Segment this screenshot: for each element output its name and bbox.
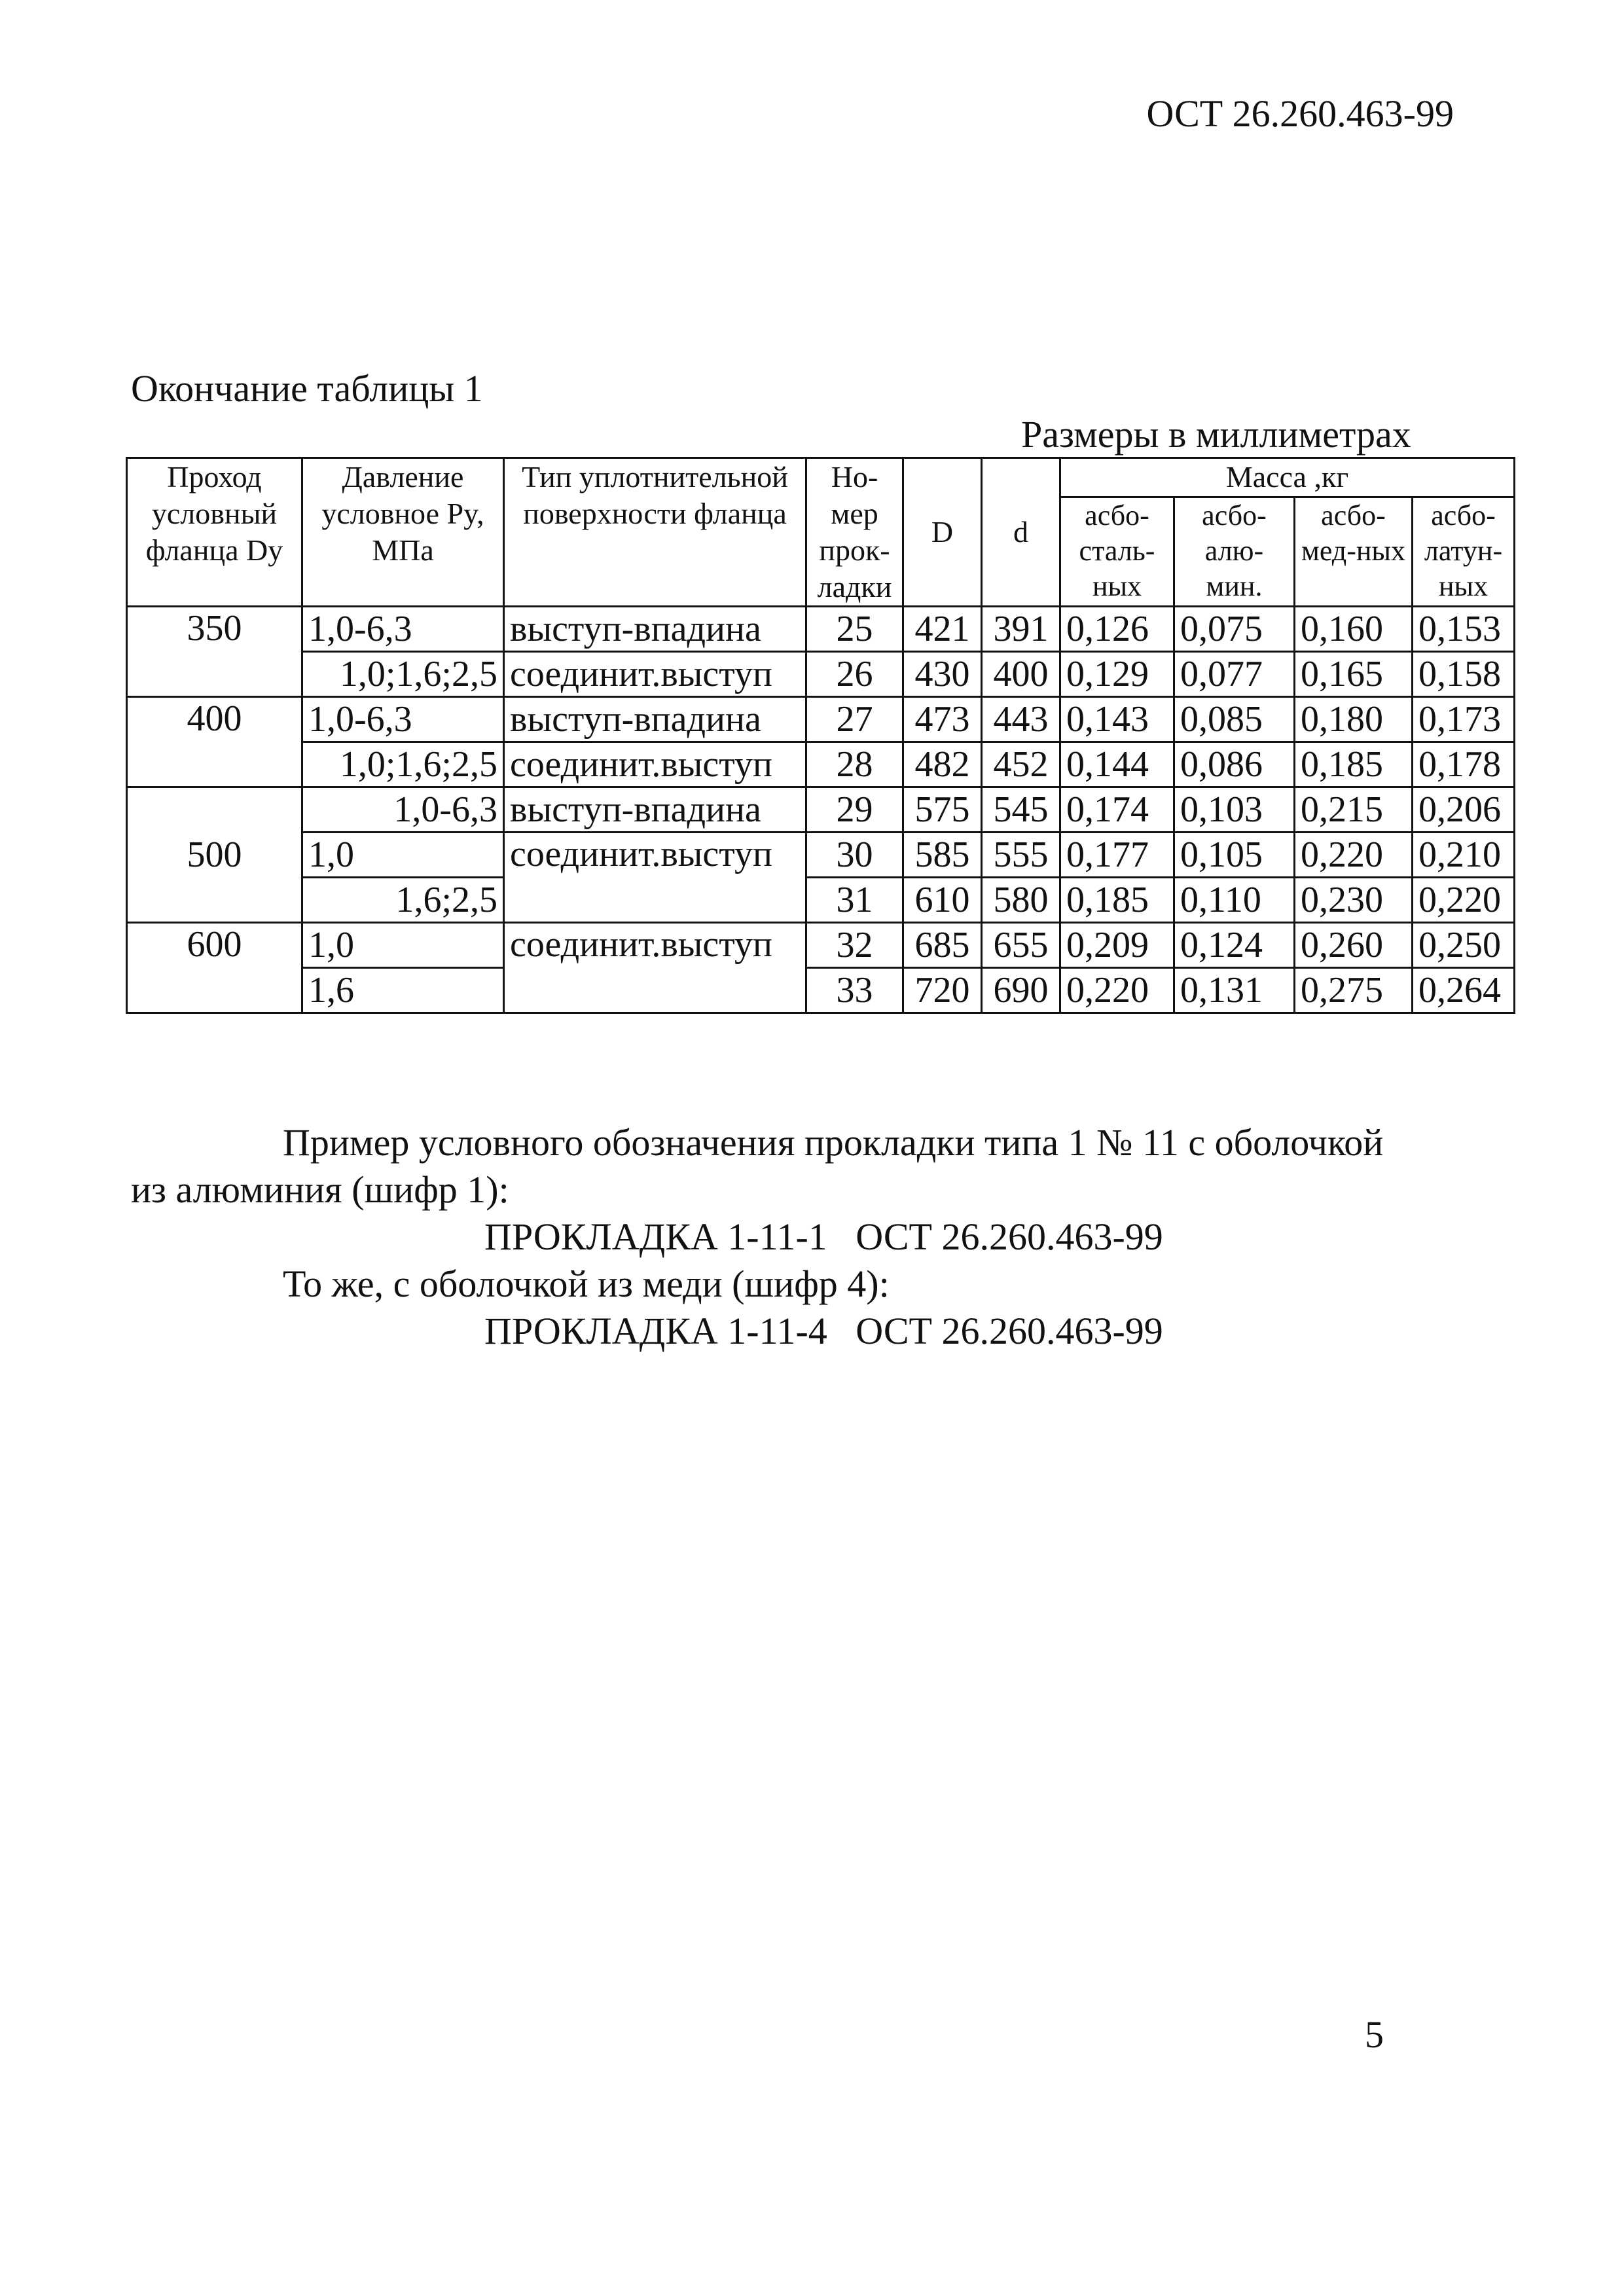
cell-mass-asbocopper: 0,230 bbox=[1295, 878, 1413, 923]
gasket-table bbox=[126, 457, 1515, 1014]
table-row bbox=[127, 787, 1515, 833]
cell-mass-asbocopper: 0,180 bbox=[1295, 697, 1413, 742]
cell-py: 1,6;2,5 bbox=[302, 878, 504, 923]
cell-d: 580 bbox=[982, 878, 1060, 923]
example-intro-continued: из алюминия (шифр 1): bbox=[131, 1168, 509, 1211]
cell-mass-asbocopper: 0,260 bbox=[1295, 923, 1413, 968]
cell-mass-asboaluminium: 0,103 bbox=[1174, 787, 1295, 833]
cell-dy: 600 bbox=[127, 923, 302, 1013]
cell-number: 28 bbox=[806, 742, 903, 787]
table-row bbox=[127, 833, 1515, 878]
cell-d: 690 bbox=[982, 968, 1060, 1013]
header-outer-diameter: D bbox=[903, 458, 982, 607]
cell-py: 1,0 bbox=[302, 833, 504, 878]
cell-number: 32 bbox=[806, 923, 903, 968]
cell-mass-asboaluminium: 0,131 bbox=[1174, 968, 1295, 1013]
cell-surface: выступ-впадина bbox=[504, 787, 806, 833]
cell-number: 30 bbox=[806, 833, 903, 878]
header-inner-diameter: d bbox=[982, 458, 1060, 607]
cell-mass-asbosteel: 0,144 bbox=[1060, 742, 1174, 787]
cell-py: 1,0-6,3 bbox=[302, 607, 504, 652]
cell-number: 31 bbox=[806, 878, 903, 923]
cell-d: 545 bbox=[982, 787, 1060, 833]
cell-D: 482 bbox=[903, 742, 982, 787]
cell-mass-asbosteel: 0,143 bbox=[1060, 697, 1174, 742]
document-code: ОСТ 26.260.463-99 bbox=[1146, 92, 1454, 135]
cell-D: 720 bbox=[903, 968, 982, 1013]
cell-py: 1,0 bbox=[302, 923, 504, 968]
cell-mass-asboaluminium: 0,075 bbox=[1174, 607, 1295, 652]
table-row bbox=[127, 607, 1515, 652]
table-caption: Окончание таблицы 1 bbox=[131, 367, 483, 410]
cell-py: 1,6 bbox=[302, 968, 504, 1013]
header-mass-asbobrass: асбо-латун-ных bbox=[1413, 497, 1515, 606]
designation-example bbox=[131, 1119, 1506, 1355]
header-surface: Тип уплотнительной поверхности фланца bbox=[504, 458, 806, 607]
table-row bbox=[127, 968, 1515, 1013]
cell-D: 430 bbox=[903, 652, 982, 697]
cell-dy: 350 bbox=[127, 607, 302, 697]
cell-mass-asbosteel: 0,209 bbox=[1060, 923, 1174, 968]
table-row bbox=[127, 742, 1515, 787]
cell-number: 25 bbox=[806, 607, 903, 652]
cell-mass-asbobrass: 0,173 bbox=[1413, 697, 1515, 742]
header-mass: Масса ,кг bbox=[1060, 458, 1515, 497]
table-row bbox=[127, 652, 1515, 697]
cell-mass-asboaluminium: 0,086 bbox=[1174, 742, 1295, 787]
cell-mass-asbocopper: 0,220 bbox=[1295, 833, 1413, 878]
cell-mass-asbocopper: 0,165 bbox=[1295, 652, 1413, 697]
cell-mass-asbobrass: 0,220 bbox=[1413, 878, 1515, 923]
cell-d: 443 bbox=[982, 697, 1060, 742]
cell-d: 555 bbox=[982, 833, 1060, 878]
cell-mass-asbobrass: 0,210 bbox=[1413, 833, 1515, 878]
cell-mass-asbocopper: 0,215 bbox=[1295, 787, 1413, 833]
cell-mass-asboaluminium: 0,085 bbox=[1174, 697, 1295, 742]
cell-number: 33 bbox=[806, 968, 903, 1013]
cell-mass-asbobrass: 0,206 bbox=[1413, 787, 1515, 833]
cell-py: 1,0-6,3 bbox=[302, 787, 504, 833]
cell-D: 575 bbox=[903, 787, 982, 833]
table-row bbox=[127, 697, 1515, 742]
cell-mass-asbocopper: 0,160 bbox=[1295, 607, 1413, 652]
cell-py: 1,0-6,3 bbox=[302, 697, 504, 742]
cell-D: 473 bbox=[903, 697, 982, 742]
page-number: 5 bbox=[1365, 2013, 1384, 2056]
cell-mass-asbosteel: 0,185 bbox=[1060, 878, 1174, 923]
cell-surface: соединит.выступ bbox=[504, 742, 806, 787]
example-intro: Пример условного обозначения прокладки типа 1 № 11 с оболочкой bbox=[283, 1121, 1384, 1164]
cell-mass-asbosteel: 0,220 bbox=[1060, 968, 1174, 1013]
cell-D: 610 bbox=[903, 878, 982, 923]
cell-mass-asboaluminium: 0,105 bbox=[1174, 833, 1295, 878]
cell-mass-asbosteel: 0,177 bbox=[1060, 833, 1174, 878]
table-row bbox=[127, 923, 1515, 968]
header-mass-asbosteel: асбо-сталь-ных bbox=[1060, 497, 1174, 606]
header-passage: Проход условный фланца Dy bbox=[127, 458, 302, 607]
cell-mass-asboaluminium: 0,077 bbox=[1174, 652, 1295, 697]
cell-dy: 400 bbox=[127, 697, 302, 787]
cell-number: 29 bbox=[806, 787, 903, 833]
example-designation-copper: ПРОКЛАДКА 1-11-4 ОСТ 26.260.463-99 bbox=[484, 1310, 1163, 1352]
cell-py: 1,0;1,6;2,5 bbox=[302, 742, 504, 787]
cell-mass-asbosteel: 0,174 bbox=[1060, 787, 1174, 833]
cell-mass-asbocopper: 0,185 bbox=[1295, 742, 1413, 787]
cell-dy: 500 bbox=[127, 787, 302, 923]
cell-surface: соединит.выступ bbox=[504, 923, 806, 1013]
cell-D: 685 bbox=[903, 923, 982, 968]
cell-surface: выступ-впадина bbox=[504, 607, 806, 652]
example-copper-intro: То же, с оболочкой из меди (шифр 4): bbox=[283, 1263, 890, 1305]
header-mass-asboaluminium: асбо-алю-мин. bbox=[1174, 497, 1295, 606]
header-mass-asbocopper: асбо-мед-ных bbox=[1295, 497, 1413, 606]
example-designation-aluminium: ПРОКЛАДКА 1-11-1 ОСТ 26.260.463-99 bbox=[484, 1215, 1163, 1258]
header-gasket-number: Но-мер прок-ладки bbox=[806, 458, 903, 607]
cell-mass-asbocopper: 0,275 bbox=[1295, 968, 1413, 1013]
table-row bbox=[127, 878, 1515, 923]
cell-py: 1,0;1,6;2,5 bbox=[302, 652, 504, 697]
header-pressure: Давление условное Py, МПа bbox=[302, 458, 504, 607]
cell-number: 27 bbox=[806, 697, 903, 742]
cell-d: 400 bbox=[982, 652, 1060, 697]
cell-d: 452 bbox=[982, 742, 1060, 787]
cell-number: 26 bbox=[806, 652, 903, 697]
cell-mass-asboaluminium: 0,110 bbox=[1174, 878, 1295, 923]
cell-mass-asbobrass: 0,158 bbox=[1413, 652, 1515, 697]
cell-mass-asbosteel: 0,129 bbox=[1060, 652, 1174, 697]
cell-D: 585 bbox=[903, 833, 982, 878]
cell-mass-asbosteel: 0,126 bbox=[1060, 607, 1174, 652]
cell-mass-asbobrass: 0,250 bbox=[1413, 923, 1515, 968]
cell-surface: соединит.выступ bbox=[504, 652, 806, 697]
cell-d: 655 bbox=[982, 923, 1060, 968]
cell-D: 421 bbox=[903, 607, 982, 652]
units-note: Размеры в миллиметрах bbox=[1021, 413, 1411, 456]
cell-mass-asbobrass: 0,153 bbox=[1413, 607, 1515, 652]
cell-mass-asbobrass: 0,264 bbox=[1413, 968, 1515, 1013]
cell-mass-asbobrass: 0,178 bbox=[1413, 742, 1515, 787]
cell-d: 391 bbox=[982, 607, 1060, 652]
cell-surface: выступ-впадина bbox=[504, 697, 806, 742]
cell-surface: соединит.выступ bbox=[504, 833, 806, 923]
cell-mass-asboaluminium: 0,124 bbox=[1174, 923, 1295, 968]
